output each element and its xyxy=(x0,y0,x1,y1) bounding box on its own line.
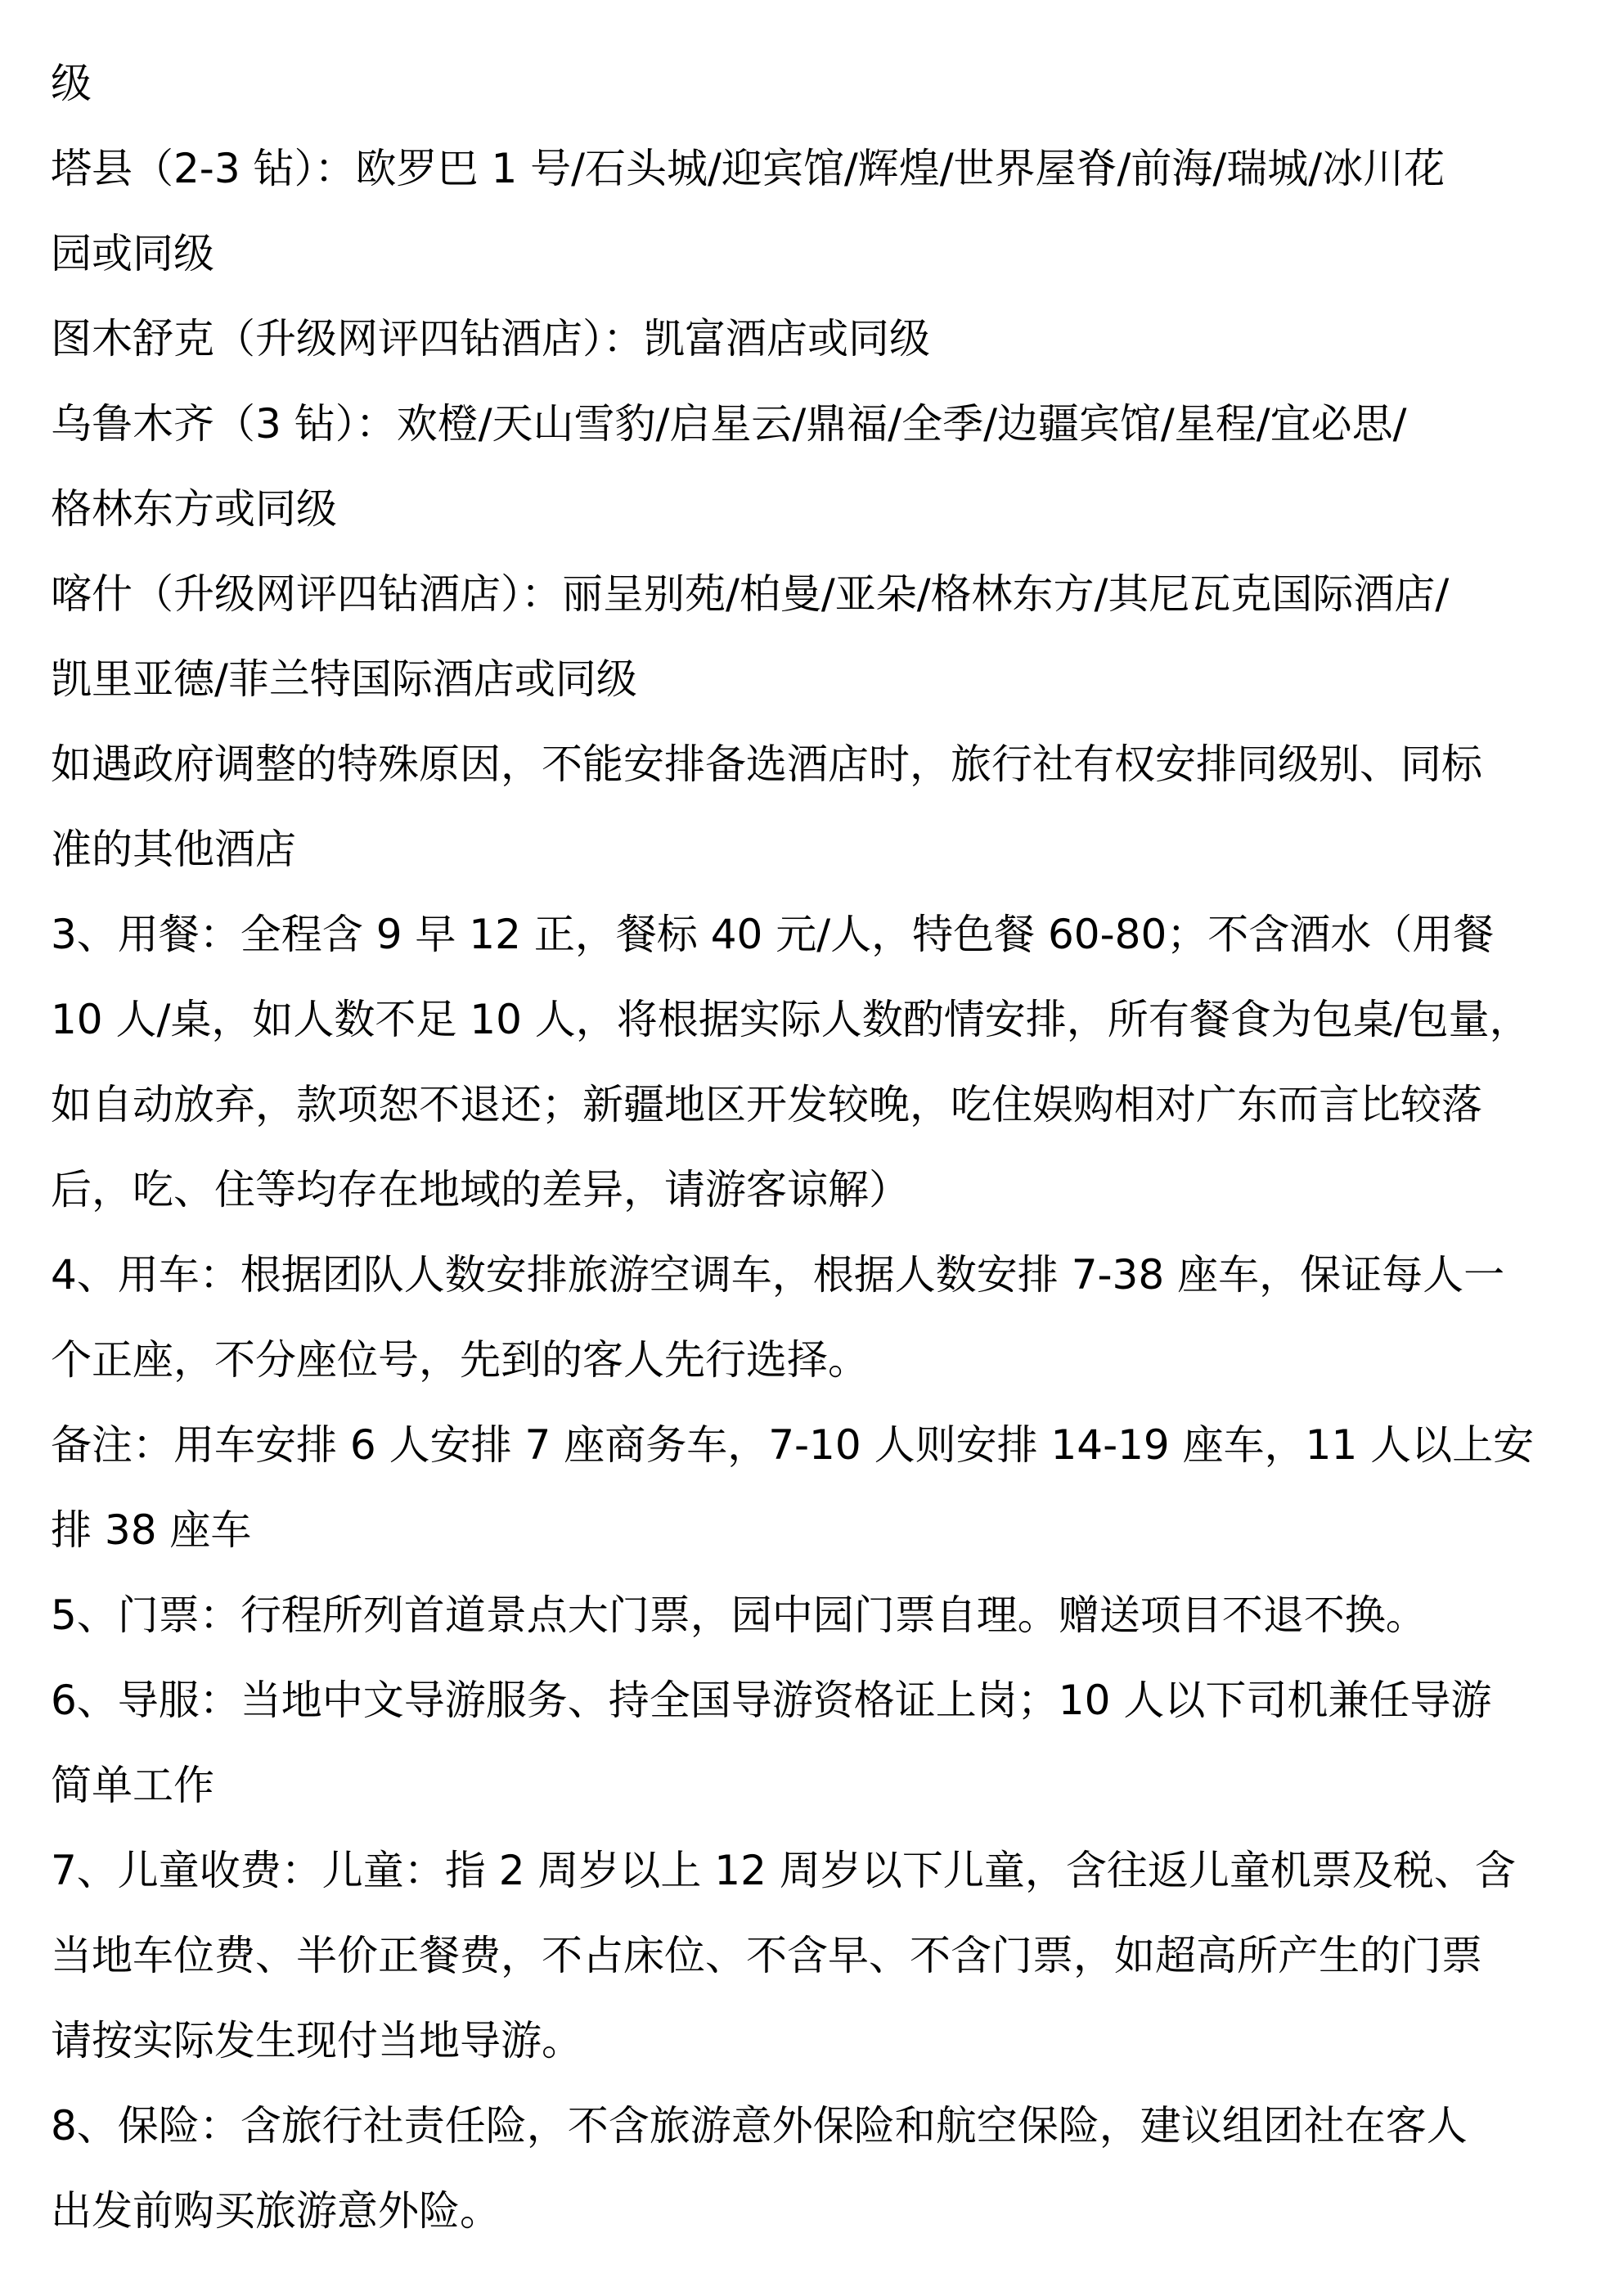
text-line: 5、门票：行程所列首道景点大门票，园中园门票自理。赠送项目不退不换。 xyxy=(51,1591,1427,1639)
text-line: 4、用车：根据团队人数安排旅游空调车，根据人数安排 7-38 座车，保证每人一 xyxy=(51,1251,1505,1299)
text-line: 3、用餐：全程含 9 早 12 正，餐标 40 元/人，特色餐 60-80；不含酒水（用餐 xyxy=(51,911,1495,958)
text-line: 园或同级 xyxy=(51,230,214,277)
text-line: 6、导服：当地中文导游服务、持全国导游资格证上岗；10 人以下司机兼任导游 xyxy=(51,1677,1492,1724)
text-line: 格林东方或同级 xyxy=(51,485,337,533)
text-line: 图木舒克（升级网评四钻酒店）：凯富酒店或同级 xyxy=(51,315,930,362)
text-line: 喀什（升级网评四钻酒店）：丽呈别苑/柏曼/亚朵/格林东方/其尼瓦克国际酒店/ xyxy=(51,570,1450,618)
text-line: 凯里亚德/菲兰特国际酒店或同级 xyxy=(51,655,637,703)
text-line: 10 人/桌，如人数不足 10 人，将根据实际人数酌情安排，所有餐食为包桌/包量， xyxy=(51,996,1531,1043)
text-line: 简单工作 xyxy=(51,1762,214,1809)
document-body xyxy=(51,41,1589,2253)
text-line: 个正座，不分座位号，先到的客人先行选择。 xyxy=(51,1336,869,1384)
text-line: 如遇政府调整的特殊原因，不能安排备选酒店时，旅行社有权安排同级别、同标 xyxy=(51,741,1482,788)
text-line: 塔县（2-3 钻）：欧罗巴 1 号/石头城/迎宾馆/辉煌/世界屋脊/前海/瑞城/冰川花 xyxy=(51,145,1445,192)
text-line: 后，吃、住等均存在地域的差异，请游客谅解） xyxy=(51,1166,910,1213)
text-line: 8、保险：含旅行社责任险，不含旅游意外保险和航空保险，建议组团社在客人 xyxy=(51,2102,1468,2150)
text-line: 备注：用车安排 6 人安排 7 座商务车，7-10 人则安排 14-19 座车，11 人以上安 xyxy=(51,1421,1535,1469)
text-line: 出发前购买旅游意外险。 xyxy=(51,2187,501,2235)
text-line: 乌鲁木齐（3 钻）：欢橙/天山雪豹/启星云/鼎福/全季/边疆宾馆/星程/宜必思/ xyxy=(51,400,1407,448)
text-line: 请按实际发生现付当地导游。 xyxy=(51,2017,582,2064)
text-line: 排 38 座车 xyxy=(51,1506,252,1554)
text-line: 当地车位费、半价正餐费，不占床位、不含早、不含门票，如超高所产生的门票 xyxy=(51,1932,1482,1979)
text-line: 7、儿童收费：儿童：指 2 周岁以上 12 周岁以下儿童，含往返儿童机票及税、含 xyxy=(51,1847,1516,1894)
text-line: 级 xyxy=(51,60,92,107)
text-line: 准的其他酒店 xyxy=(51,826,296,873)
text-line: 如自动放弃，款项恕不退还；新疆地区开发较晚，吃住娱购相对广东而言比较落 xyxy=(51,1081,1482,1128)
